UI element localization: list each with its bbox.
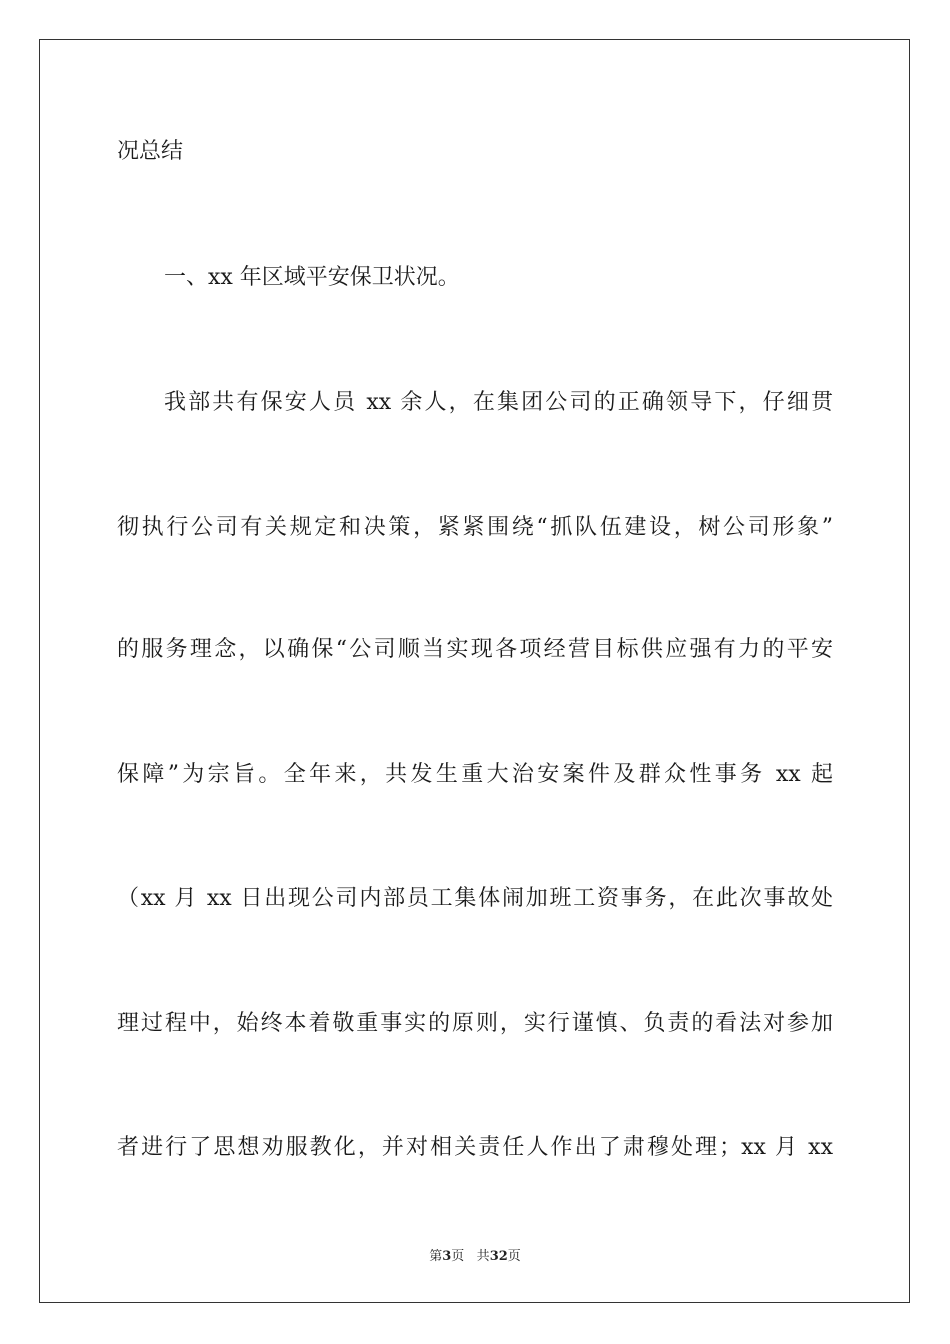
text-line-continuation-heading: 况总结 [117, 139, 184, 164]
footer-total-prefix: 共 [476, 1249, 490, 1264]
page-border [39, 39, 910, 1303]
paragraph-line-3: 的服务理念，以确保“公司顺当实现各项经营目标供应强有力的平安 [117, 637, 833, 662]
footer-page-prefix: 第 [429, 1249, 443, 1264]
paragraph-line-2: 彻执行公司有关规定和决策，紧紧围绕“抓队伍建设，树公司形象” [117, 515, 833, 540]
paragraph-line-5: （xx 月 xx 日出现公司内部员工集体闹加班工资事务，在此次事故处 [117, 886, 833, 911]
page-footer [0, 1249, 950, 1265]
footer-total-pages: 32 [489, 1249, 508, 1264]
footer-page-suffix: 页 [451, 1249, 465, 1264]
paragraph-line-7: 者进行了思想劝服教化，并对相关责任人作出了肃穆处理；xx 月 xx [117, 1135, 833, 1160]
paragraph-line-1: 我部共有保安人员 xx 余人，在集团公司的正确领导下，仔细贯 [164, 390, 833, 415]
footer-page-number: 3 [442, 1249, 452, 1264]
footer-total-suffix: 页 [507, 1249, 521, 1264]
paragraph-line-6: 理过程中，始终本着敬重事实的原则，实行谨慎、负责的看法对参加 [117, 1011, 833, 1036]
paragraph-line-4: 保障”为宗旨。全年来，共发生重大治安案件及群众性事务 xx 起 [117, 762, 833, 787]
section-heading-1: 一、xx 年区域平安保卫状况。 [164, 265, 460, 290]
